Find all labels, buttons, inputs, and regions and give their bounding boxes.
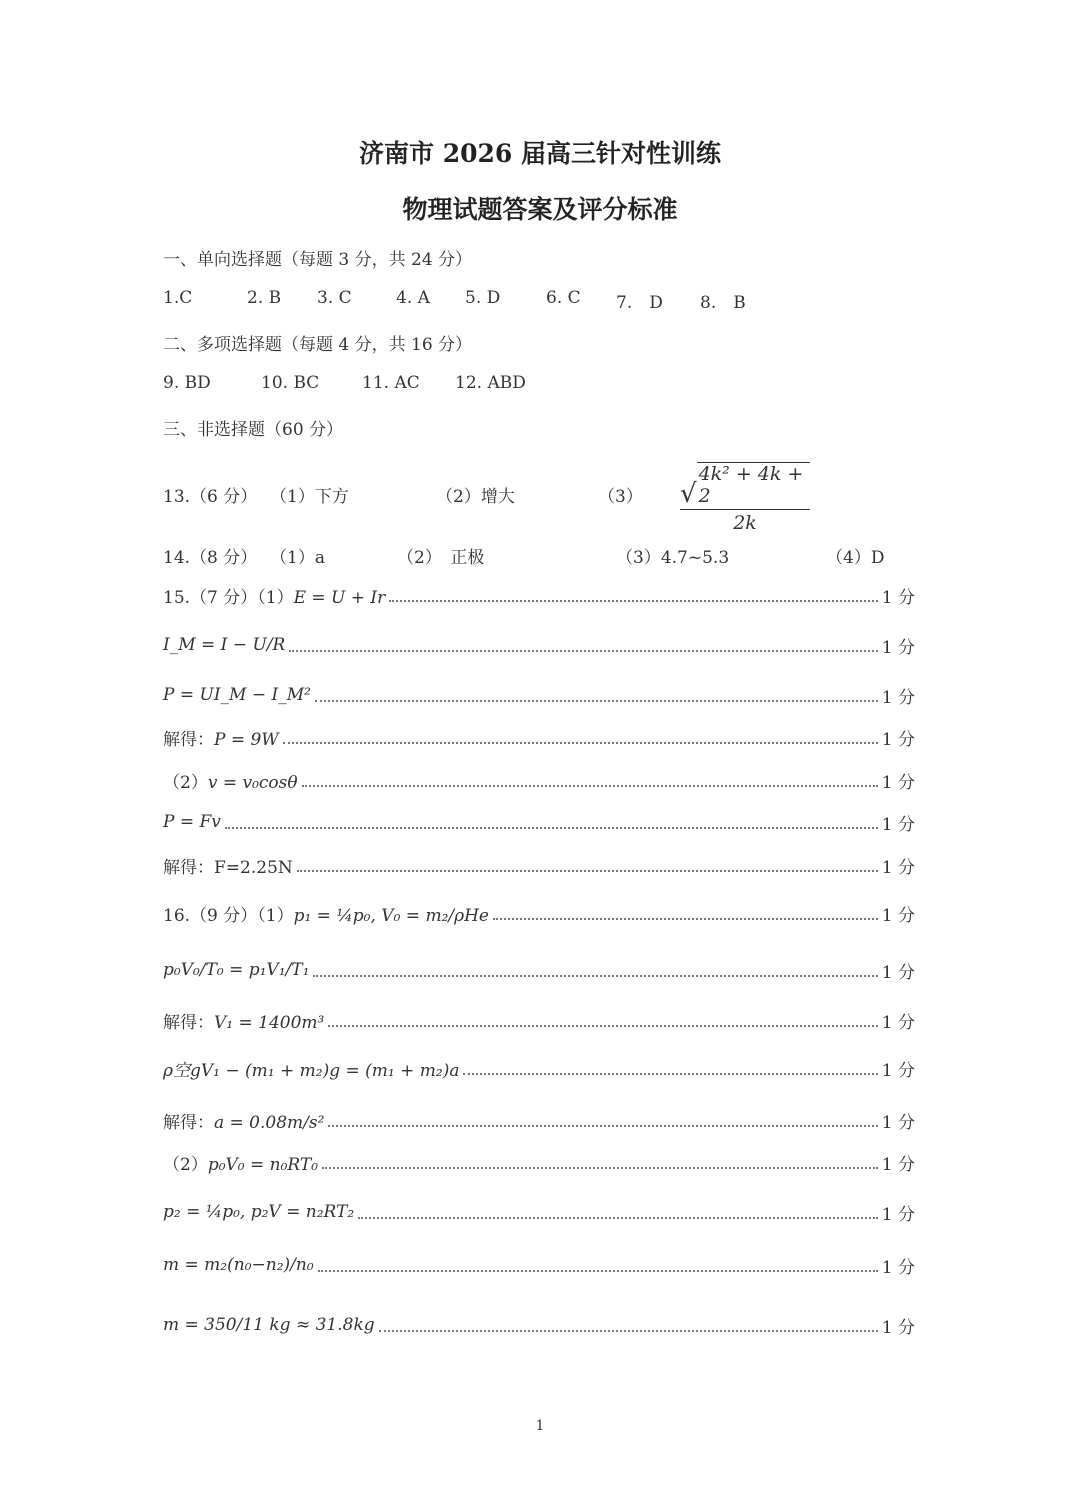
leader-dots [328, 1025, 877, 1027]
leader-dots [225, 827, 878, 829]
q16-line-1 [163, 898, 915, 928]
q16-line-4 [163, 1053, 915, 1083]
page-number: 1 [535, 1418, 545, 1434]
score-label: 1 分 [881, 857, 915, 878]
score-label: 1 分 [881, 1012, 915, 1033]
score-label: 1 分 [881, 1317, 915, 1338]
q16-line-3 [163, 1005, 915, 1035]
answer-11: 11. AC [362, 373, 420, 393]
leader-dots [289, 650, 877, 652]
score-label: 1 分 [881, 905, 915, 926]
answer-5: 5. D [465, 288, 501, 308]
q13-formula [680, 462, 810, 534]
q16-line-5 [163, 1105, 915, 1135]
q13-part3: （3） [598, 487, 643, 507]
q16-line-5-prefix: 解得： [163, 1112, 214, 1133]
q13-label: 13.（6 分） [163, 487, 258, 507]
leader-dots [322, 1167, 878, 1169]
answer-12: 12. ABD [455, 373, 526, 393]
q15-line-1-eq: E = U + Ir [293, 587, 386, 608]
q16-line-1-eq: p₁ = ¼p₀, V₀ = m₂/ρHe [293, 905, 489, 926]
score-label: 1 分 [881, 962, 915, 983]
q16-line-7-eq: p₂ = ¼p₀, p₂V = n₂RT₂ [163, 1202, 355, 1222]
answer-6: 6. C [546, 288, 581, 308]
q16-line-2 [163, 955, 915, 985]
q16-line-2-eq: p₀V₀/T₀ = p₁V₁/T₁ [163, 960, 310, 980]
q15-line-1 [163, 580, 915, 610]
q14-part2: （2） 正极 [397, 548, 485, 568]
answer-3: 3. C [317, 288, 352, 308]
leader-dots [318, 1270, 878, 1272]
q16-line-1-prefix: 16.（9 分）（1） [163, 905, 294, 926]
section-heading-multi-choice: 二、多项选择题（每题 4 分，共 16 分） [163, 335, 473, 355]
q16-line-7 [163, 1197, 915, 1227]
leader-dots [493, 918, 878, 920]
q15-line-7 [163, 850, 915, 880]
q15-line-4-eq: P = 9W [214, 729, 279, 750]
q15-line-5-prefix: （2） [163, 772, 208, 793]
score-label: 1 分 [881, 1112, 915, 1133]
leader-dots [389, 600, 878, 602]
leader-dots [283, 742, 878, 744]
page-subtitle: 物理试题答案及评分标准 [402, 195, 678, 224]
q14-part4: （4）D [826, 548, 885, 568]
q15-line-5 [163, 765, 915, 795]
sqrt-symbol: √ [680, 479, 697, 509]
score-label: 1 分 [881, 587, 915, 608]
answer-4: 4. A [396, 288, 430, 308]
leader-dots [315, 700, 878, 702]
q16-line-3-eq: V₁ = 1400m³ [214, 1012, 325, 1033]
q15-line-3-eq: P = UI_M − I_M² [163, 685, 311, 705]
section-heading-single-choice: 一、单向选择题（每题 3 分，共 24 分） [163, 250, 473, 270]
q16-line-6-eq: p₀V₀ = n₀RT₀ [207, 1154, 319, 1175]
q15-line-4-prefix: 解得： [163, 729, 214, 750]
q13-formula-numerator: 4k² + 4k + 2 [697, 462, 810, 507]
q16-line-5-eq: a = 0.08m/s² [214, 1112, 325, 1133]
answer-2: 2. B [247, 288, 282, 308]
q15-line-5-eq: v = v₀cosθ [207, 772, 298, 793]
q16-line-6-prefix: （2） [163, 1154, 208, 1175]
answer-7: 7. D [616, 293, 663, 313]
q14-part1: （1）a [270, 548, 325, 568]
leader-dots [328, 1125, 877, 1127]
score-label: 1 分 [881, 687, 915, 708]
score-label: 1 分 [881, 729, 915, 750]
leader-dots [379, 1330, 878, 1332]
q16-line-8-eq: m = m₂(n₀−n₂)/n₀ [163, 1255, 314, 1275]
leader-dots [313, 975, 877, 977]
leader-dots [358, 1217, 878, 1219]
q16-line-6 [163, 1147, 915, 1177]
answer-10: 10. BC [261, 373, 320, 393]
q13-part1: （1）下方 [270, 487, 349, 507]
leader-dots [463, 1073, 877, 1075]
score-label: 1 分 [881, 1060, 915, 1081]
q15-line-2 [163, 630, 915, 660]
q16-line-9-eq: m = 350/11 kg ≈ 31.8kg [163, 1315, 375, 1335]
q15-line-7-prefix: 解得： [163, 857, 214, 878]
q14-part3: （3）4.7~5.3 [616, 548, 730, 568]
q16-line-8 [163, 1250, 915, 1280]
q15-line-6-eq: P = Fv [163, 812, 221, 832]
q13-part2: （2）增大 [436, 487, 515, 507]
score-label: 1 分 [881, 772, 915, 793]
section-heading-non-choice: 三、非选择题（60 分） [163, 420, 344, 440]
q16-line-4-eq: ρ空gV₁ − (m₁ + m₂)g = (m₁ + m₂)a [163, 1060, 460, 1081]
q13-formula-denominator: 2k [733, 512, 757, 534]
score-label: 1 分 [881, 1257, 915, 1278]
q15-line-7-eq: F=2.25N [214, 857, 293, 878]
leader-dots [302, 785, 878, 787]
score-label: 1 分 [881, 1154, 915, 1175]
q15-line-4 [163, 722, 915, 752]
q15-line-1-prefix: 15.（7 分）（1） [163, 587, 294, 608]
q15-line-3 [163, 680, 915, 710]
answer-8: 8. B [700, 293, 746, 313]
answer-1: 1.C [163, 288, 193, 308]
q16-line-9 [163, 1310, 915, 1340]
score-label: 1 分 [881, 637, 915, 658]
answer-9: 9. BD [163, 373, 211, 393]
page-title: 济南市 2026 届高三针对性训练 [359, 139, 721, 168]
q16-line-3-prefix: 解得： [163, 1012, 214, 1033]
score-label: 1 分 [881, 814, 915, 835]
q15-line-6 [163, 807, 915, 837]
q14-label: 14.（8 分） [163, 548, 258, 568]
score-label: 1 分 [881, 1204, 915, 1225]
q15-line-2-eq: I_M = I − U/R [163, 635, 286, 655]
leader-dots [297, 870, 878, 872]
